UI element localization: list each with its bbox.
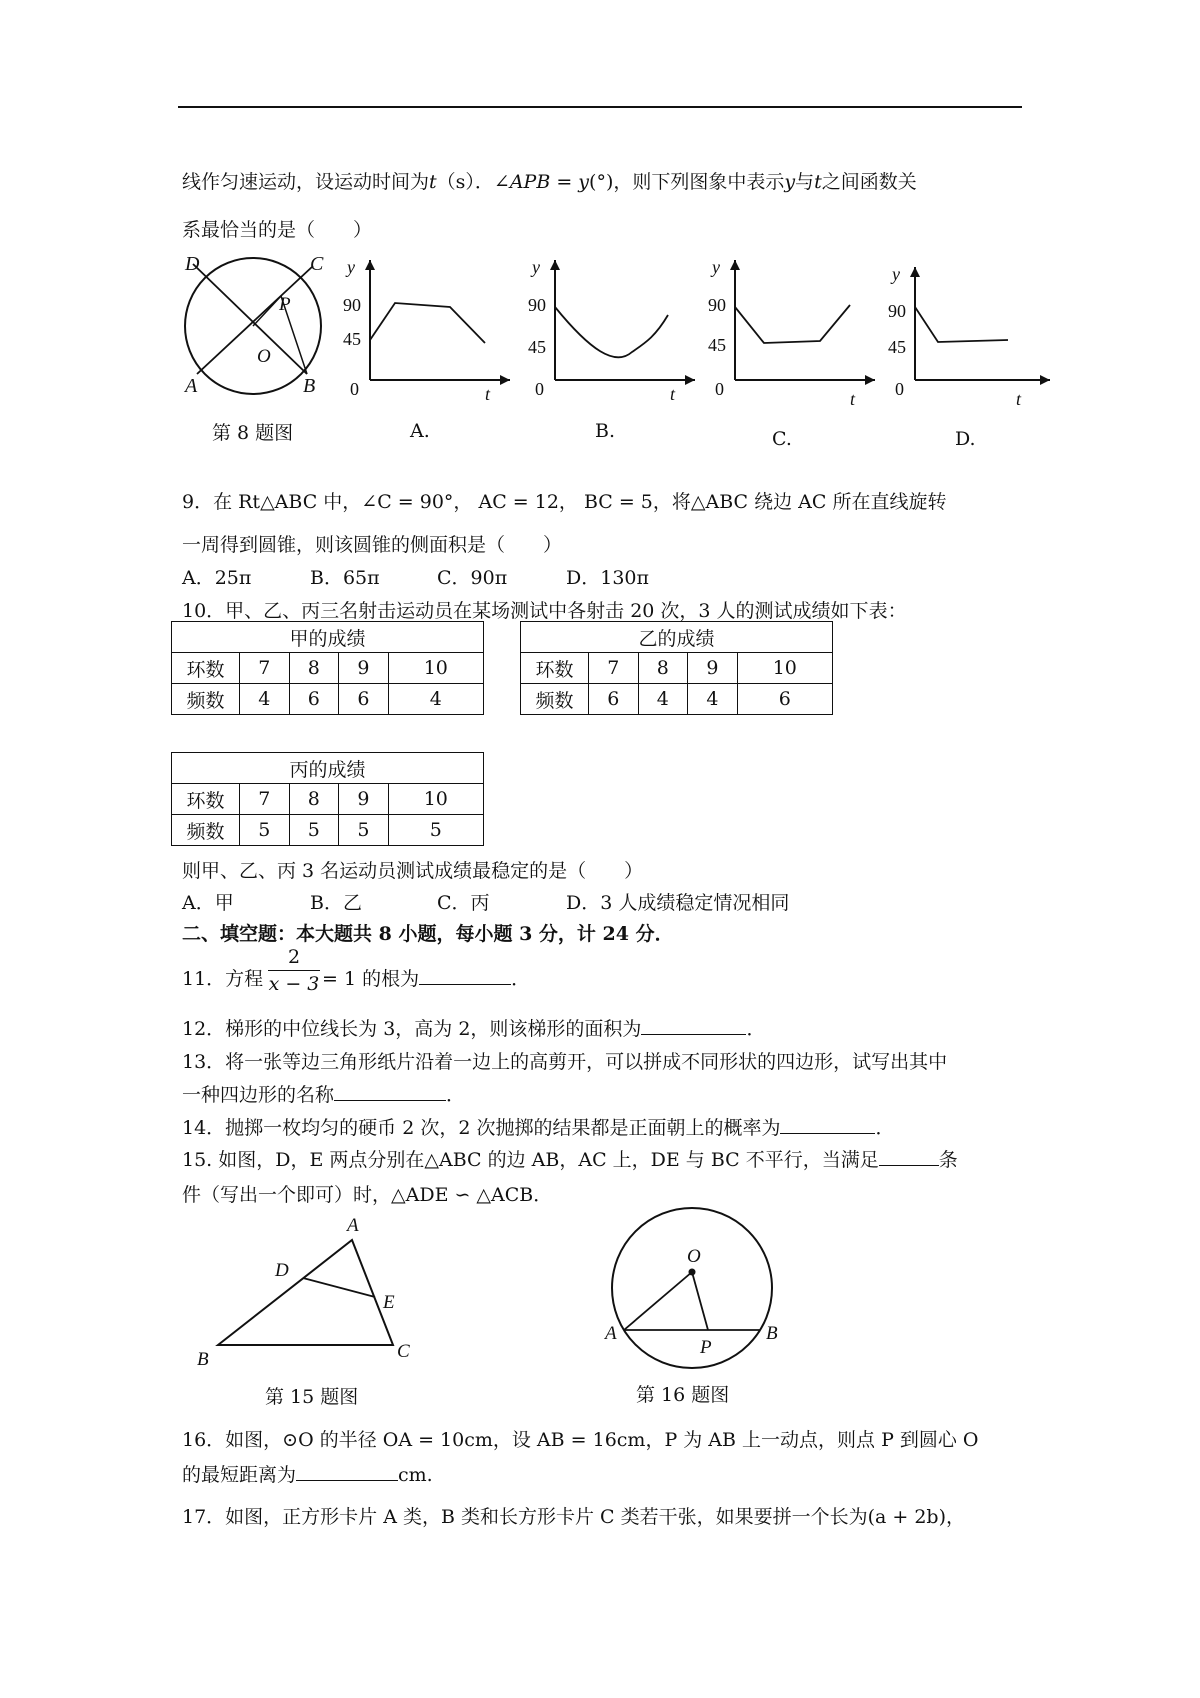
label-a: A: [185, 375, 198, 397]
tick-90: 90: [528, 295, 546, 315]
table-jia: [171, 621, 484, 715]
option-a-label: A.: [410, 420, 430, 442]
q16-figure-caption: 第 16 题图: [636, 1384, 730, 1406]
cell: 9: [688, 653, 738, 684]
x-label: t: [485, 384, 491, 404]
chord-db: [193, 264, 307, 374]
q15-line2: 件（写出一个即可）时，△ADE ∽ △ACB．: [182, 1184, 553, 1206]
q11-denominator: x − 3: [268, 973, 320, 995]
radius-oa: [624, 1272, 692, 1330]
option-d-label: D.: [955, 428, 976, 450]
cell: 7: [240, 653, 290, 684]
cell: 4: [240, 684, 290, 715]
row-label-rings: 环数: [172, 653, 240, 684]
cell: 5: [240, 815, 290, 846]
q14-answer-blank[interactable]: [780, 1132, 875, 1134]
q10-option-a: A．甲: [182, 892, 234, 914]
y-arrow: [365, 260, 375, 270]
q8-stem-line1: 线作匀速运动，设运动时间为t（s）．∠APB = y(°)，则下列图象中表示y与t之间函数关: [182, 171, 917, 193]
q11-answer-blank[interactable]: [419, 983, 511, 985]
table-bing: [171, 752, 484, 846]
q12-answer-blank[interactable]: [641, 1033, 746, 1035]
cell: 4: [688, 684, 738, 715]
y-label: y: [347, 257, 355, 277]
tick-45: 45: [888, 337, 906, 357]
origin-label: 0: [895, 379, 904, 399]
cell: 6: [737, 684, 832, 715]
q16-answer-blank[interactable]: [296, 1479, 398, 1481]
q13-answer-blank[interactable]: [334, 1099, 446, 1101]
q11-fraction: [268, 946, 320, 995]
q16-line2: 的最短距离为 cm.: [182, 1464, 433, 1486]
cell: 8: [289, 653, 339, 684]
segment-op: [253, 296, 281, 326]
option-c-label: C.: [772, 428, 792, 450]
origin-label: 0: [715, 379, 724, 399]
y-arrow: [550, 260, 560, 270]
label-o: O: [257, 346, 271, 367]
q15-triangle-figure: [195, 1210, 425, 1370]
cell: 7: [589, 653, 639, 684]
q11-prefix: 11．方程: [182, 968, 264, 990]
origin-label: 0: [350, 379, 359, 399]
table-title: 乙的成绩: [521, 622, 833, 653]
y-arrow: [730, 260, 740, 270]
cell: 10: [737, 653, 832, 684]
graph-b: [520, 255, 700, 405]
x-arrow: [500, 375, 510, 385]
graph-c: [700, 255, 880, 405]
tick-45: 45: [708, 335, 726, 355]
cell: 7: [240, 784, 290, 815]
q9-line1: 9．在 Rt△ABC 中，∠C = 90°， AC = 12， BC = 5，将△ABC 绕边 AC 所在直线旋转: [182, 491, 947, 513]
x-label: t: [850, 389, 856, 405]
row-label-freq: 频数: [521, 684, 589, 715]
x-arrow: [685, 375, 695, 385]
center-dot: [689, 1269, 696, 1276]
row-label-freq: 频数: [172, 684, 240, 715]
fraction-bar: [268, 970, 320, 971]
row-label-freq: 频数: [172, 815, 240, 846]
q10-option-b: B．乙: [310, 892, 362, 914]
chord-ac: [197, 266, 313, 374]
q16-circle-figure: [600, 1205, 800, 1375]
tick-90: 90: [343, 295, 361, 315]
header-rule: [178, 106, 1022, 108]
cell: 4: [388, 684, 483, 715]
label-c: C: [397, 1341, 410, 1362]
label-d: D: [185, 253, 200, 275]
tick-90: 90: [888, 301, 906, 321]
curve-a: [370, 303, 485, 343]
row-label-rings: 环数: [521, 653, 589, 684]
x-label: t: [670, 384, 676, 404]
q13-line1: 13．将一张等边三角形纸片沿着一边上的高剪开，可以拼成不同形状的四边形，试写出其中: [182, 1051, 948, 1073]
q8-figure-caption: 第 8 题图: [212, 422, 294, 444]
table-title: 甲的成绩: [172, 622, 484, 653]
cell: 10: [388, 653, 483, 684]
cell: 9: [339, 784, 389, 815]
cell: 4: [638, 684, 688, 715]
q11-numerator: 2: [287, 946, 301, 968]
curve-d: [915, 307, 1008, 342]
tick-45: 45: [528, 337, 546, 357]
x-arrow: [865, 375, 875, 385]
graph-a: [335, 255, 515, 405]
table-yi: [520, 621, 833, 715]
cell: 8: [638, 653, 688, 684]
q10-option-c: C．丙: [437, 892, 490, 914]
origin-label: 0: [535, 379, 544, 399]
segment-op: [692, 1272, 708, 1330]
curve-c: [735, 305, 850, 343]
q9-option-c: C．90π: [437, 567, 508, 589]
q12-text: 12．梯形的中位线长为 3，高为 2，则该梯形的面积为 ．: [182, 1018, 766, 1040]
y-label: y: [532, 257, 540, 277]
cell: 5: [339, 815, 389, 846]
cell: 8: [289, 784, 339, 815]
label-c: C: [310, 253, 324, 275]
q8-stem-line2: 系最恰当的是（ ）: [182, 219, 373, 241]
q10-question: 则甲、乙、丙 3 名运动员测试成绩最稳定的是（ ）: [182, 860, 644, 882]
q15-answer-blank[interactable]: [879, 1164, 939, 1166]
circle-o: [612, 1208, 772, 1368]
option-b-label: B.: [595, 420, 616, 442]
cell: 5: [388, 815, 483, 846]
q9-line2: 一周得到圆锥，则该圆锥的侧面积是（ ）: [182, 534, 563, 556]
q9-option-a: A．25π: [182, 567, 252, 589]
q14-text: 14．抛掷一枚均匀的硬币 2 次，2 次抛掷的结果都是正面朝上的概率为 ．: [182, 1117, 895, 1139]
section2-heading: 二、填空题：本大题共 8 小题，每小题 3 分，计 24 分．: [182, 923, 674, 945]
y-label: y: [892, 264, 900, 284]
q17-line1: 17．如图，正方形卡片 A 类，B 类和长方形卡片 C 类若干张，如果要拼一个长为(a + 2b)，: [182, 1506, 966, 1528]
q16-line1: 16．如图，⊙O 的半径 OA = 10cm，设 AB = 16cm，P 为 AB 上一动点，则点 P 到圆心 O: [182, 1429, 979, 1451]
cell: 6: [289, 684, 339, 715]
graph-d: [880, 262, 1060, 412]
q10-stem: 10．甲、乙、丙三名射击运动员在某场测试中各射击 20 次，3 人的测试成绩如下表：: [182, 600, 907, 622]
q11-suffix: = 1 的根为 ．: [322, 968, 531, 990]
x-arrow: [1040, 375, 1050, 385]
label-o: O: [687, 1246, 701, 1267]
q13-line2: 一种四边形的名称 ．: [182, 1084, 466, 1106]
label-d: D: [275, 1260, 289, 1281]
y-arrow: [910, 267, 920, 277]
cell: 9: [339, 653, 389, 684]
q15-figure-caption: 第 15 题图: [265, 1386, 359, 1408]
curve-b: [555, 307, 668, 357]
label-b: B: [766, 1323, 778, 1344]
triangle-abc: [218, 1240, 393, 1345]
label-p: P: [279, 294, 291, 315]
x-label: t: [1016, 389, 1022, 409]
cell: 6: [339, 684, 389, 715]
q15-line1: 15. 如图，D，E 两点分别在△ABC 的边 AB，AC 上，DE 与 BC 不平行，当满足 条: [182, 1149, 958, 1171]
label-p: P: [700, 1337, 712, 1358]
cell: 10: [388, 784, 483, 815]
label-a: A: [347, 1215, 359, 1236]
y-label: y: [712, 257, 720, 277]
label-b: B: [303, 375, 316, 397]
cell: 6: [589, 684, 639, 715]
tick-90: 90: [708, 295, 726, 315]
q8-circle-figure: [175, 250, 335, 410]
table-title: 丙的成绩: [172, 753, 484, 784]
q9-option-d: D．130π: [566, 567, 649, 589]
label-b: B: [197, 1349, 209, 1370]
q9-option-b: B．65π: [310, 567, 380, 589]
label-a: A: [605, 1323, 617, 1344]
label-e: E: [383, 1292, 395, 1313]
cell: 5: [289, 815, 339, 846]
q10-option-d: D．3 人成绩稳定情况相同: [566, 892, 790, 914]
row-label-rings: 环数: [172, 784, 240, 815]
tick-45: 45: [343, 329, 361, 349]
segment-de: [303, 1278, 375, 1297]
